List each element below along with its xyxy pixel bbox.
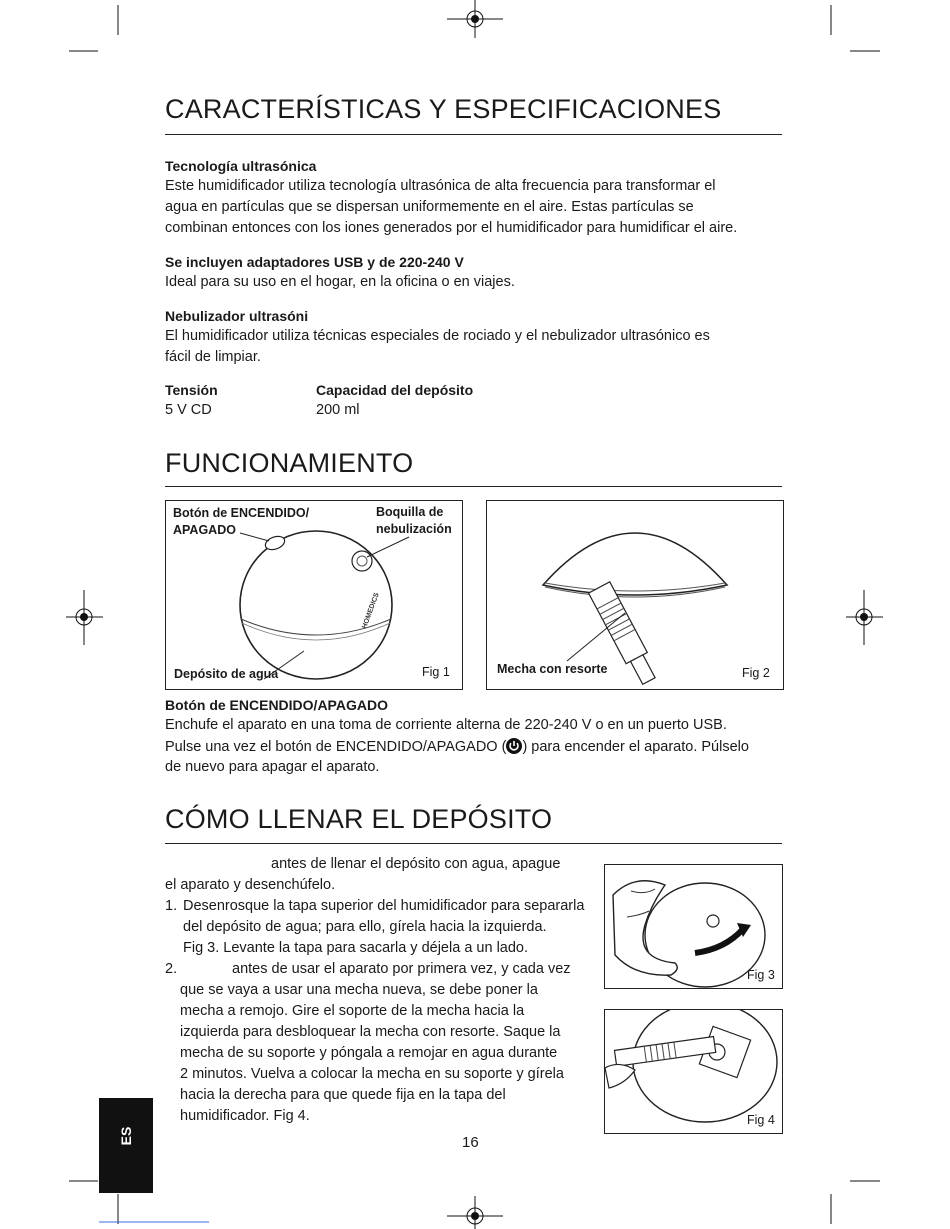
step-line: hacia la derecha para que quede fija en la tapa del xyxy=(180,1087,506,1103)
figure-caption: Fig 3 xyxy=(747,968,775,982)
brand-logo: HOMEDICS xyxy=(361,591,381,630)
paragraph-line: agua en partículas que se dispersan uniformemente en el aire. Estas partículas se xyxy=(165,199,694,215)
spec-capacity-value: 200 ml xyxy=(316,402,360,418)
step-line: mecha a remojo. Gire el soporte de la mecha hacia la xyxy=(180,1003,525,1019)
heading-nebulizer: Nebulizador ultrasóni xyxy=(165,308,309,324)
label-power-button-line2: APAGADO xyxy=(173,523,236,537)
figure-caption: Fig 4 xyxy=(747,1113,775,1127)
step-number: 2. xyxy=(165,961,178,977)
step-line: mecha de su soporte y póngala a remojar en agua durante xyxy=(180,1045,558,1061)
section-title-operation: FUNCIONAMIENTO xyxy=(165,448,414,478)
paragraph-line: Ideal para su uso en el hogar, en la oficina o en viajes. xyxy=(165,274,515,290)
label-nozzle-line2: nebulización xyxy=(376,522,452,536)
language-tab-label: ES xyxy=(118,1126,134,1146)
step-line: del depósito de agua; para ello, gírela hacia la izquierda. xyxy=(183,919,547,935)
paragraph-line: antes de llenar el depósito con agua, apague xyxy=(271,856,561,872)
title-rule xyxy=(165,843,782,844)
title-rule xyxy=(165,486,782,487)
spec-voltage-label: Tensión xyxy=(165,382,218,398)
paragraph-line: el aparato y desenchúfelo. xyxy=(165,877,336,893)
figure-4 xyxy=(604,1009,783,1134)
label-water-tank: Depósito de agua xyxy=(174,667,279,681)
power-icon xyxy=(506,738,522,754)
step-line: Fig 3. Levante la tapa para sacarla y déjela a un lado. xyxy=(183,940,529,956)
label-nozzle-line1: Boquilla de xyxy=(376,505,444,519)
heading-power-button: Botón de ENCENDIDO/APAGADO xyxy=(165,697,388,713)
step-line: izquierda para desbloquear la mecha con resorte. Saque la xyxy=(180,1024,561,1040)
heading-adapters: Se incluyen adaptadores USB y de 220-240 V xyxy=(165,254,464,270)
paragraph-line xyxy=(165,738,749,755)
figure-3 xyxy=(604,864,783,989)
paragraph-line: Este humidificador utiliza tecnología ultrasónica de alta frecuencia para transformar el xyxy=(165,178,716,194)
language-tab xyxy=(99,1098,153,1193)
paragraph-line: fácil de limpiar. xyxy=(165,349,261,365)
step-line: antes de usar el aparato por primera vez, y cada vez xyxy=(232,961,571,977)
paragraph-line: de nuevo para apagar el aparato. xyxy=(165,759,380,775)
step-line: Desenrosque la tapa superior del humidificador para separarla xyxy=(183,898,585,914)
title-rule xyxy=(165,134,782,135)
power-text-after: ) para encender el aparato. Púlselo xyxy=(522,739,749,755)
figure-caption: Fig 2 xyxy=(742,666,770,680)
label-spring-wick: Mecha con resorte xyxy=(497,662,608,676)
figure-2 xyxy=(486,500,784,690)
step-line: 2 minutos. Vuelva a colocar la mecha en su soporte y gírela xyxy=(180,1066,564,1082)
section-title-specs: CARACTERÍSTICAS Y ESPECIFICACIONES xyxy=(165,94,722,124)
paragraph-line: combinan entonces con los iones generados por el humidificador para humidificar el aire. xyxy=(165,220,738,236)
page-number: 16 xyxy=(462,1134,479,1151)
spec-capacity-label: Capacidad del depósito xyxy=(316,382,474,398)
step-number: 1. xyxy=(165,898,178,914)
label-power-button-line1: Botón de ENCENDIDO/ xyxy=(173,506,310,520)
figure-1 xyxy=(165,500,463,690)
power-text-before: Pulse una vez el botón de ENCENDIDO/APAGADO ( xyxy=(165,739,507,755)
section-title-fill-tank: CÓMO LLENAR EL DEPÓSITO xyxy=(165,804,553,834)
step-line: que se vaya a usar una mecha nueva, se debe poner la xyxy=(180,982,538,998)
heading-ultrasonic: Tecnología ultrasónica xyxy=(165,158,317,174)
paragraph-line: El humidificador utiliza técnicas especiales de rociado y el nebulizador ultrasónico es xyxy=(165,328,710,344)
spec-voltage-value: 5 V CD xyxy=(165,402,212,418)
paragraph-line: Enchufe el aparato en una toma de corriente alterna de 220-240 V o en un puerto USB. xyxy=(165,717,727,733)
step-line: humidificador. Fig 4. xyxy=(180,1108,310,1124)
figure-caption: Fig 1 xyxy=(422,665,450,679)
